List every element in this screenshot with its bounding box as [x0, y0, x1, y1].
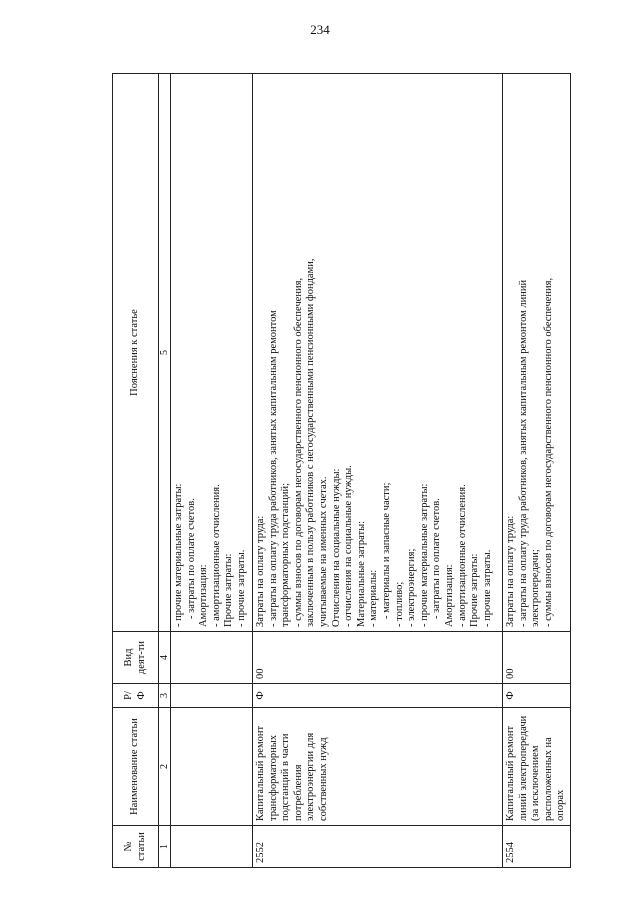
- expl-line: Прочие затраты:: [469, 553, 481, 627]
- expl-line: - прочие материальные затраты:: [418, 483, 430, 627]
- col-index: 4: [159, 632, 171, 684]
- expl-line: Затраты на оплату труда:: [505, 515, 516, 627]
- expl-line: Амортизация:: [198, 564, 210, 627]
- expl-line: - прочие материальные затраты:: [173, 483, 184, 627]
- row-num: 2554: [503, 826, 571, 868]
- expl-line: Прочие затраты:: [223, 553, 235, 627]
- row-vid: [171, 632, 253, 684]
- expl-line: - амортизационные отчисления.: [456, 484, 468, 627]
- expl-line: Отчисления на социальные нужды:: [330, 468, 342, 627]
- col-index: 2: [159, 708, 171, 826]
- expl-line: Материальные затраты:: [355, 520, 367, 627]
- articles-table: [112, 73, 571, 868]
- table-row: [253, 74, 503, 868]
- row-num: [171, 826, 253, 868]
- row-explanation: [253, 74, 503, 632]
- expl-line: - прочие затраты.: [481, 549, 493, 627]
- header-name: Наименование статьи: [113, 708, 159, 826]
- expl-line: - суммы взносов по договорам негосударственного пенсионного обеспечения,: [542, 277, 554, 627]
- expl-line: - отчисления на социальные нужды.: [343, 465, 355, 627]
- row-name: Капитальный ремонт трансформаторных подстанций в части потребления электроэнергии для собственных нужд: [253, 708, 503, 826]
- table-row: [503, 74, 571, 868]
- header-row: [113, 74, 159, 868]
- expl-line: - затраты на оплату труда работников, занятых капитальным ремонтом линий: [517, 279, 529, 627]
- row-rf: Ф: [253, 684, 503, 708]
- row-num: 2552: [253, 826, 503, 868]
- row-rf: [171, 684, 253, 708]
- row-name: Капитальный ремонт линий электропередачи (за исключением расположенных на опорах: [503, 708, 571, 826]
- row-explanation: [171, 74, 253, 632]
- expl-line: - амортизационные отчисления.: [210, 484, 222, 627]
- page-number: 234: [310, 22, 330, 37]
- expl-line: электропередачи;: [530, 549, 542, 627]
- row-explanation: [503, 74, 571, 632]
- expl-line: трансформаторных подстанций;: [280, 483, 292, 627]
- expl-line: Амортизация:: [443, 564, 455, 627]
- expl-line: Затраты на оплату труда:: [255, 515, 266, 627]
- expl-line: - затраты по оплате счетов.: [185, 498, 197, 619]
- expl-line: - материалы:: [368, 569, 380, 627]
- col-index: 3: [159, 684, 171, 708]
- expl-line: - топливо;: [393, 581, 405, 627]
- column-index-row: [159, 74, 171, 868]
- expl-line: - прочие затраты.: [235, 549, 247, 627]
- expl-line: - материалы и запасные части;: [380, 482, 392, 619]
- expl-line: - затраты по оплате счетов.: [431, 498, 443, 619]
- rotated-table-wrapper: [112, 73, 567, 868]
- expl-line: - электроэнергия;: [406, 548, 418, 627]
- table-row: [171, 74, 253, 868]
- row-rf: Ф: [503, 684, 571, 708]
- expl-line: заключенным в пользу работников с негосударственными пенсионными фондами,: [305, 258, 317, 627]
- header-vid: Вид деят-ти: [113, 632, 159, 684]
- header-rf: Р/ Ф: [113, 684, 159, 708]
- header-expl: Пояснения к статье: [113, 74, 159, 632]
- col-index: 5: [159, 74, 171, 632]
- row-vid: 00: [503, 632, 571, 684]
- expl-line: - суммы взносов по договорам негосударственного пенсионного обеспечения,: [292, 277, 304, 627]
- col-index: 1: [159, 826, 171, 868]
- expl-line: учитываемые на именных счетах.: [317, 476, 329, 627]
- header-num: № статьи: [113, 826, 159, 868]
- row-name: [171, 708, 253, 826]
- expl-line: - затраты на оплату труда работников, занятых капитальным ремонтом: [267, 310, 279, 627]
- row-vid: 00: [253, 632, 503, 684]
